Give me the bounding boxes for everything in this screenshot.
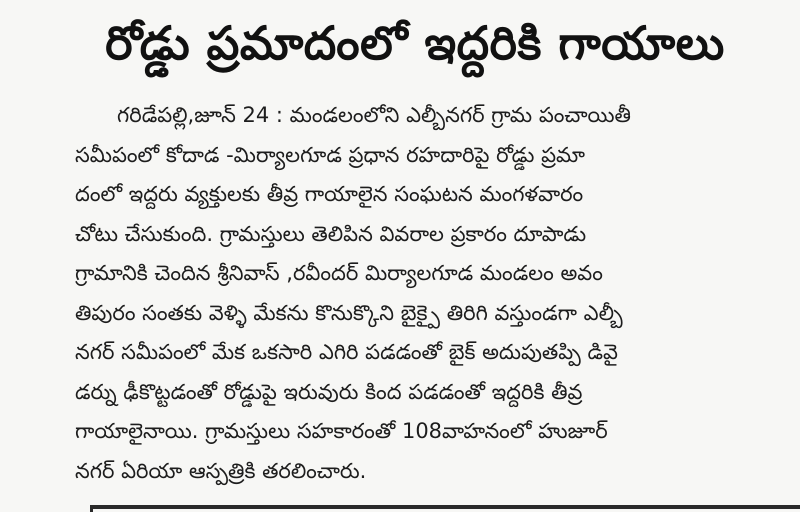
article-line: డర్ను ఢీకొట్టడంతో రోడ్డుపై ఇరువురు కింద పడడంతో ఇద్దరికి తీవ్ర bbox=[75, 379, 583, 404]
article-line: తిపురం సంతకు వెళ్ళి మేకను కొనుక్కొని బైక్పై తిరిగి వస్తుండగా ఎల్బీ bbox=[75, 300, 623, 325]
article-line: గ్రామానికి చెందిన శ్రీనివాస్ ,రవీందర్ మిర్యాలగూడ మండలం అవం bbox=[75, 261, 603, 285]
left-rule bbox=[90, 505, 93, 512]
article-line: నగర్ ఏరియా ఆస్పత్రికి తరలించారు. bbox=[75, 458, 367, 483]
article-line: సమీపంలో కోదాడ -మిర్యాలగూడ ప్రధాన రహదారిపై రోడ్డు ప్రమా bbox=[75, 142, 586, 167]
article-body bbox=[75, 96, 775, 491]
bottom-rule bbox=[90, 505, 800, 509]
article-line: దంలో ఇద్దరు వ్యక్తులకు తీవ్ర గాయాలైన సంఘటన మంగళవారం bbox=[75, 182, 584, 206]
article-line: నగర్ సమీపంలో మేక ఒకసారి ఎగిరి పడడంతో బైక్ అదుపుతప్పి డివై bbox=[75, 340, 618, 364]
article-line: గరిడేపల్లి,జూన్ 24 : మండలంలోని ఎల్బీనగర్ గ్రామ పంచాయితీ bbox=[117, 103, 631, 127]
article-line: చోటు చేసుకుంది. గ్రామస్తులు తెలిపిన వివరాల ప్రకారం దూపాడు bbox=[75, 221, 587, 246]
article-line: గాయాలైనాయి. గ్రామస్తులు సహకారంతో 108వాహనంలో హుజూర్ bbox=[75, 419, 608, 443]
headline: రోడ్డు ప్రమాదంలో ఇద్దరికి గాయాలు bbox=[105, 16, 725, 70]
